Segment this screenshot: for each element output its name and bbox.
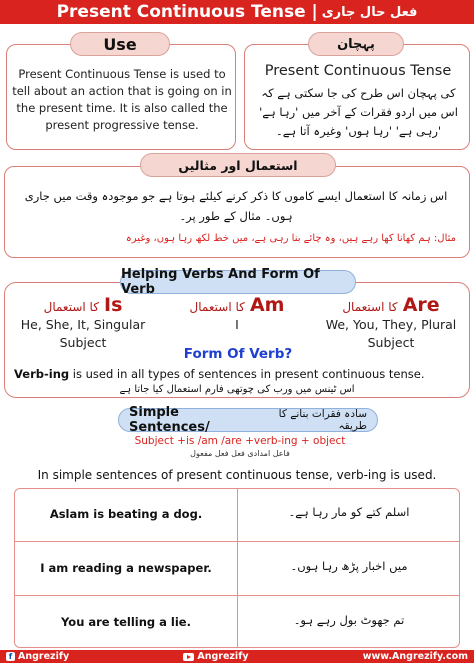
footer-facebook[interactable] bbox=[6, 651, 69, 662]
usage-label-text: استعمال اور مثالیں bbox=[178, 157, 298, 173]
pehchan-label-text: پہچان bbox=[337, 36, 375, 52]
usage-label bbox=[140, 153, 336, 177]
form-of-verb-label: Form Of Verb? bbox=[183, 346, 293, 362]
youtube-icon bbox=[183, 653, 194, 661]
use-label-text: Use bbox=[103, 34, 137, 54]
footer-bar bbox=[0, 650, 474, 663]
table-row-en: You are telling a lie. bbox=[61, 615, 191, 629]
simple-sentences-label bbox=[118, 405, 378, 435]
usage-example: مثال: ہم کھانا کھا رہے ہیں، وہ چائے بنا رہی ہے، میں خط لکھ رہا ہوں، وغیرہ bbox=[125, 233, 456, 244]
use-label bbox=[70, 32, 170, 56]
verb-is-desc: He, She, It, Singular Subject bbox=[20, 317, 146, 350]
footer-facebook-text: Angrezify bbox=[18, 651, 70, 662]
sentence-formula: Subject +is /am /are +verb-ing + object bbox=[134, 435, 346, 447]
sentence-formula-urdu: فاعل امدادی فعل فعل مفعول bbox=[190, 449, 290, 458]
table-row-ur: اسلم کتے کو مار رہا ہے۔ bbox=[288, 505, 410, 519]
verb-am-heading bbox=[166, 294, 308, 316]
footer-website-text: www.Angrezify.com bbox=[362, 651, 468, 662]
use-description: Present Continuous Tense is used to tell about an action that is going on in the present time. It is also called the present progressive tense. bbox=[12, 67, 232, 132]
verb-is: Is bbox=[104, 294, 123, 316]
banner-title: Present Continuous Tense | bbox=[56, 2, 318, 22]
table-row-en: I am reading a newspaper. bbox=[40, 561, 212, 575]
verb-are-urdu: کا استعمال bbox=[342, 300, 398, 314]
verbing-sentence bbox=[14, 367, 460, 381]
pehchan-label bbox=[308, 32, 404, 56]
title-banner bbox=[0, 0, 474, 24]
verb-is-urdu: کا استعمال bbox=[43, 300, 99, 314]
footer-youtube[interactable] bbox=[183, 651, 248, 662]
footer-youtube-text: Angrezify bbox=[197, 651, 249, 662]
simple-sentences-title: Simple Sentences/ bbox=[129, 405, 210, 435]
table-row-en: Aslam is beating a dog. bbox=[49, 507, 203, 521]
verb-am-urdu: کا استعمال bbox=[189, 300, 245, 314]
footer-website[interactable] bbox=[363, 651, 468, 662]
facebook-icon: f bbox=[6, 652, 15, 661]
table-row-line bbox=[15, 595, 459, 596]
verb-is-heading bbox=[8, 294, 158, 316]
table-row-line bbox=[15, 541, 459, 542]
verb-are: Are bbox=[402, 294, 440, 316]
verb-am-desc: I bbox=[235, 317, 239, 332]
simple-sentences-title-urdu: سادہ فقرات بنانے کا طریقہ bbox=[278, 408, 367, 432]
verbing-rest: is used in all types of sentences in present continuous tense. bbox=[69, 367, 425, 381]
usage-description: اس زمانہ کا استعمال ایسے کاموں کا ذکر کرنے کیلئے ہوتا ہے جو موجودہ وقت میں جاری ہوں۔ مثال کے طور پر۔ bbox=[24, 189, 448, 223]
verb-are-desc: We, You, They, Plural Subject bbox=[325, 317, 457, 350]
helping-verbs-label: Helping Verbs And Form Of Verb bbox=[120, 270, 356, 294]
table-row-ur: میں اخبار پڑھ رہا ہوں۔ bbox=[290, 559, 408, 573]
table-row-ur: تم جھوٹ بول رہے ہو۔ bbox=[293, 613, 405, 627]
verb-is-column bbox=[8, 294, 158, 352]
verb-are-column bbox=[316, 294, 466, 352]
verb-am-column bbox=[166, 294, 308, 334]
pehchan-title: Present Continuous Tense bbox=[264, 63, 452, 79]
examples-table bbox=[14, 488, 460, 648]
pehchan-description: کی پہچان اس طرح کی جا سکتی ہے کہ اس میں اردو فقرات کے آخر میں 'رہا ہے' 'رہی ہے' 'رہا ہوں' وغیرہ آتا ہے۔ bbox=[259, 86, 458, 138]
verbing-bold: Verb-ing bbox=[14, 367, 70, 381]
banner-title-urdu: فعل حال جاری bbox=[321, 4, 418, 20]
table-divider bbox=[237, 489, 238, 647]
verb-are-heading bbox=[316, 294, 466, 316]
verb-am: Am bbox=[249, 294, 285, 316]
simple-sentences-intro: In simple sentences of present continuous tense, verb-ing is used. bbox=[37, 468, 437, 482]
verbing-urdu: اس ٹینس میں ورب کی چوتھی فارم استعمال کیا جاتا ہے bbox=[119, 384, 355, 395]
